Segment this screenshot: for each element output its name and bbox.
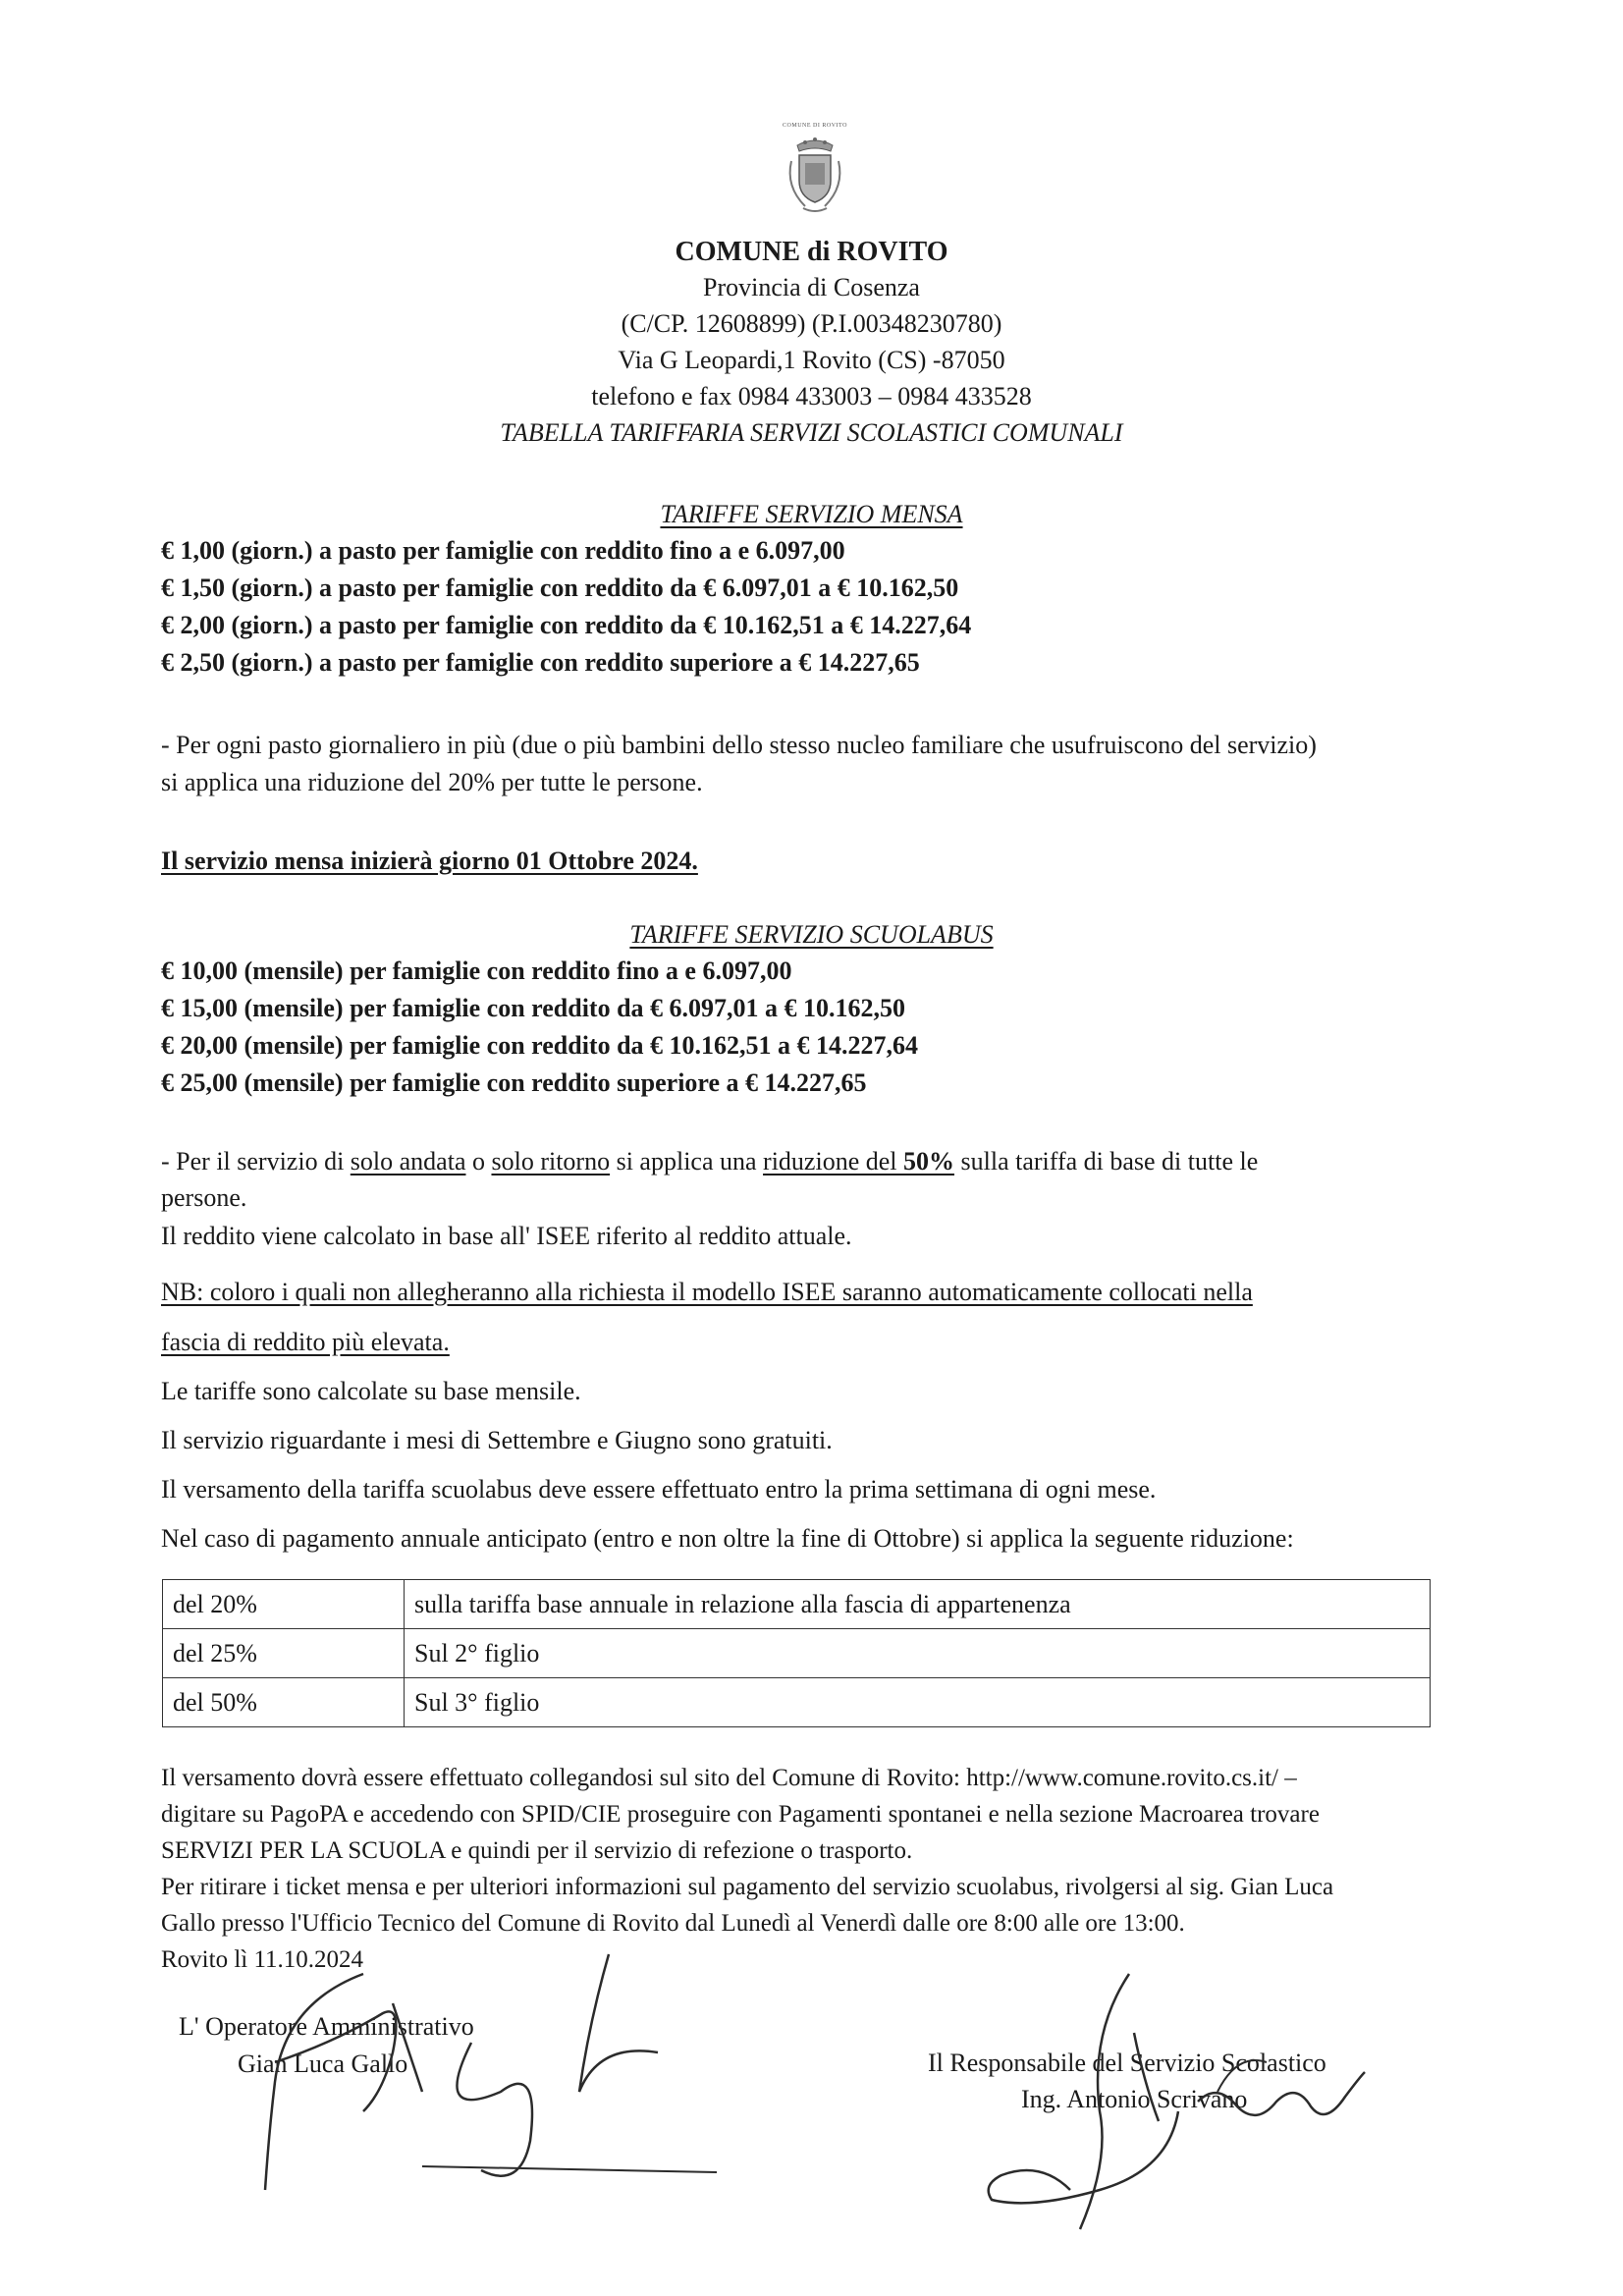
scuolabus-rate-row: € 10,00 (mensile) per famiglie con reddito fino a e 6.097,00 (161, 957, 792, 985)
mensa-rate-row: € 1,00 (giorn.) a pasto per famiglie con reddito fino a e 6.097,00 (161, 536, 845, 565)
mensa-rate-row: € 1,50 (giorn.) a pasto per famiglie con reddito da € 6.097,01 a € 10.162,50 (161, 574, 959, 602)
right-handwritten-signature (972, 1964, 1384, 2249)
document-title: TABELLA TARIFFARIA SERVIZI SCOLASTICI COMUNALI (500, 418, 1123, 447)
payment-line: Il versamento dovrà essere effettuato collegandosi sul sito del Comune di Rovito: http://www.comune.rovito.cs.it/ – (161, 1765, 1297, 1791)
reduction-percent: 50% (903, 1147, 954, 1175)
scuolabus-rate-row: € 20,00 (mensile) per famiglie con reddito da € 10.162,51 a € 14.227,64 (161, 1031, 919, 1060)
municipal-crest (776, 122, 854, 230)
scuolabus-reduction-line-2: persone. (161, 1183, 247, 1212)
left-signatory-name: Gian Luca Gallo (238, 2050, 408, 2078)
payment-line: Per ritirare i ticket mensa e per ulteriori informazioni sul pagamento del servizio scuolabus, rivolgersi al sig. Gian Luca (161, 1874, 1334, 1900)
municipality-name: COMUNE di ROVITO (675, 237, 948, 267)
right-signatory-name: Ing. Antonio Scrivano (1021, 2085, 1248, 2113)
address-line: Via G Leopardi,1 Rovito (CS) -87050 (618, 346, 1005, 374)
right-signatory-role: Il Responsabile del Servizio Scolastico (928, 2049, 1326, 2077)
discount-description-cell: Sul 2° figlio (405, 1629, 1431, 1678)
table-row (163, 1678, 1431, 1727)
left-handwritten-signature (245, 1944, 717, 2200)
discount-percent-cell: del 25% (163, 1629, 405, 1678)
mensa-rate-row: € 2,50 (giorn.) a pasto per famiglie con reddito superiore a € 14.227,65 (161, 648, 920, 677)
discount-description-cell: Sul 3° figlio (405, 1678, 1431, 1727)
scuolabus-heading: TARIFFE SERVIZIO SCUOLABUS (629, 920, 994, 949)
table-row (163, 1580, 1431, 1629)
payment-line: Gallo presso l'Ufficio Tecnico del Comune di Rovito dal Lunedì al Venerdì dalle ore 8:00 alle ore 13:00. (161, 1910, 1185, 1937)
tax-codes-line: (C/CP. 12608899) (P.I.00348230780) (621, 309, 1002, 338)
reduction-text: o (465, 1147, 492, 1175)
reduction-text: sulla tariffa di base di tutte le (954, 1147, 1259, 1175)
payment-deadline-line: Il versamento della tariffa scuolabus deve essere effettuato entro la prima settimana di ogni mese. (161, 1475, 1157, 1503)
mensa-start-notice: Il servizio mensa inizierà giorno 01 Ottobre 2024. (161, 847, 698, 875)
solo-ritorno-term: solo ritorno (491, 1147, 611, 1175)
free-months-line: Il servizio riguardante i mesi di Settembre e Giugno sono gratuiti. (161, 1426, 833, 1454)
crest-icon (776, 132, 854, 230)
mensa-note-line: - Per ogni pasto giornaliero in più (due o più bambini dello stesso nucleo familiare che usufruiscono del servizio) (161, 731, 1317, 759)
nb-line: NB: coloro i quali non allegheranno alla richiesta il modello ISEE saranno automaticamente collocati nella (161, 1278, 1253, 1306)
isee-line: Il reddito viene calcolato in base all' ISEE riferito al reddito attuale. (161, 1222, 852, 1250)
mensa-heading: TARIFFE SERVIZIO MENSA (660, 500, 963, 528)
mensa-note-line: si applica una riduzione del 20% per tutte le persone. (161, 768, 703, 796)
left-signatory-role: L' Operatore Amministrativo (179, 2012, 474, 2041)
solo-andata-term: solo andata (350, 1147, 466, 1175)
payment-line: digitare su PagoPA e accedendo con SPID/CIE proseguire con Pagamenti spontanei e nella sezione Macroarea trovare (161, 1801, 1320, 1828)
nb-line: fascia di reddito più elevata. (161, 1328, 450, 1356)
crest-caption: COMUNE DI ROVITO (783, 123, 847, 129)
scuolabus-rate-row: € 25,00 (mensile) per famiglie con reddito superiore a € 14.227,65 (161, 1068, 867, 1097)
discount-percent-cell: del 20% (163, 1580, 405, 1629)
discount-description-cell: sulla tariffa base annuale in relazione alla fascia di appartenenza (405, 1580, 1431, 1629)
reduction-text: si applica una (610, 1147, 764, 1175)
mensa-rate-row: € 2,00 (giorn.) a pasto per famiglie con reddito da € 10.162,51 a € 14.227,64 (161, 611, 972, 639)
monthly-basis-line: Le tariffe sono calcolate su base mensile. (161, 1377, 581, 1405)
payment-line: SERVIZI PER LA SCUOLA e quindi per il servizio di refezione o trasporto. (161, 1837, 913, 1864)
discount-table (162, 1579, 1431, 1727)
reduction-text: - Per il servizio di (161, 1147, 351, 1175)
phone-line: telefono e fax 0984 433003 – 0984 433528 (591, 382, 1032, 410)
province-line: Provincia di Cosenza (703, 273, 920, 301)
place-date: Rovito lì 11.10.2024 (161, 1946, 364, 1973)
annual-payment-line: Nel caso di pagamento annuale anticipato (entro e non oltre la fine di Ottobre) si applica la seguente riduzione: (161, 1524, 1294, 1553)
scuolabus-reduction-line (161, 1143, 1258, 1180)
scuolabus-rate-row: € 15,00 (mensile) per famiglie con reddito da € 6.097,01 a € 10.162,50 (161, 994, 906, 1022)
discount-percent-cell: del 50% (163, 1678, 405, 1727)
table-row (163, 1629, 1431, 1678)
reduction-term: riduzione del (763, 1147, 903, 1175)
